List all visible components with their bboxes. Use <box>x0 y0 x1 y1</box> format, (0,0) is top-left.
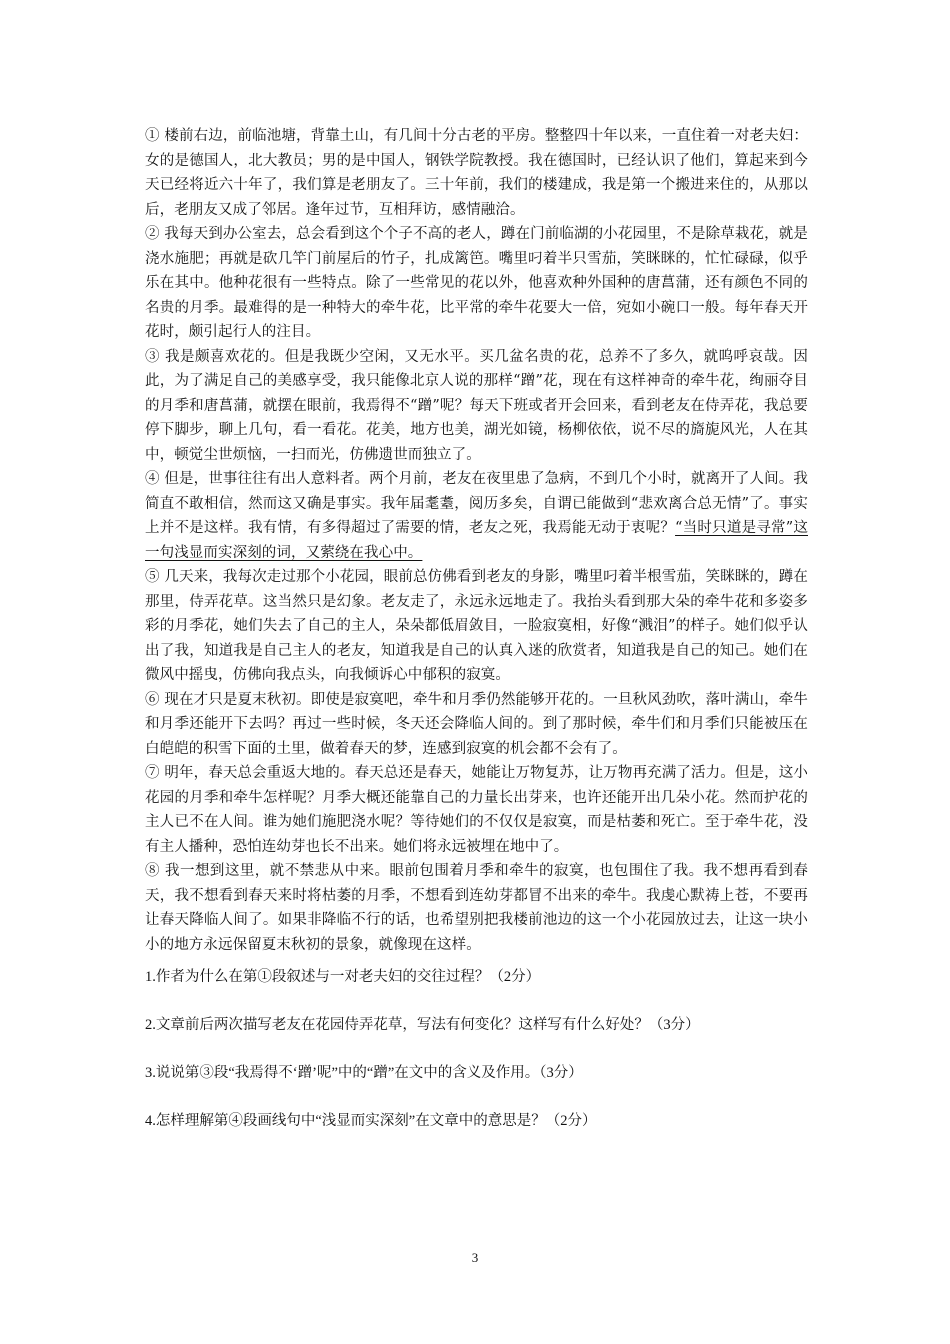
paragraph-7: ⑦ 明年，春天总会重返大地的。春天总还是春天，她能让万物复苏，让万物再充满了活力。但是，这小花园的月季和牵牛怎样呢？月季大概还能靠自己的力量长出芽来，也许还能开出几朵小花。然而护花的主人已不在人间。谁为她们施肥浇水呢？等待她们的不仅仅是寂寞，而是枯萎和死亡。至于牵牛花，没有主人播种，恐怕连幼芽也长不出来。她们将永远被埋在地中了。 <box>145 765 808 855</box>
question-list <box>145 965 808 1157</box>
paragraph-1: ① 楼前右边，前临池塘，背靠土山，有几间十分古老的平房。整整四十年以来，一直住着一对老夫妇：女的是德国人，北大教员；男的是中国人，钢铁学院教授。我在德国时，已经认识了他们，算起来到今天已经将近六十年了，我们算是老朋友了。三十年前，我们的楼建成，我是第一个搬进来住的，从那以后，老朋友又成了邻居。逢年过节，互相拜访，感情融洽。 <box>145 128 808 218</box>
question-2: 2.文章前后两次描写老友在花园侍弄花草，写法有何变化？这样写有什么好处？（3分） <box>145 1017 700 1033</box>
question-3: 3.说说第③段“我焉得不‘蹭’呢”中的“蹭”在文中的含义及作用。（3分） <box>145 1065 583 1081</box>
paragraph-4-text: ④ 但是，世事往往有出人意料者。两个月前，老友在夜里患了急病，不到几个小时，就离开了人间。我简直不敢相信，然而这又确是事实。我年届耄耋，阅历多矣，自谓已能做到“悲欢离合总无情”了。事实上并不是这样。我有情，有多得超过了需要的情，老友之死，我焉能无动于衷呢？ <box>145 471 808 536</box>
paragraph-6: ⑥ 现在才只是夏末秋初。即使是寂寞吧，牵牛和月季仍然能够开花的。一旦秋风劲吹，落叶满山，牵牛和月季还能开下去吗？再过一些时候，冬天还会降临人间的。到了那时候，牵牛们和月季们只能被压在白皑皑的积雪下面的土里，做着春天的梦，连感到寂寞的机会都不会有了。 <box>145 691 808 757</box>
page-number: 3 <box>471 1250 479 1265</box>
underlined-sentence: “当时只道是寻常”这一句浅显而实深刻的词，又萦绕在我心中。 <box>145 520 808 561</box>
paragraph-5: ⑤ 几天来，我每次走过那个小花园，眼前总仿佛看到老友的身影，嘴里叼着半根雪茄，笑眯眯的，蹲在那里，侍弄花草。这当然只是幻象。老友走了，永远永远地走了。我抬头看到那大朵的牵牛花和多姿多彩的月季花，她们失去了自己的主人，朵朵都低眉敛目，一脸寂寞相，好像“溅泪”的样子。她们似乎认出了我，知道我是自己主人的老友，知道我是自己的认真入迷的欣赏者，知道我是自己的知己。她们在微风中摇曳，仿佛向我点头，向我倾诉心中郁积的寂寞。 <box>145 569 808 683</box>
paragraph-2: ② 我每天到办公室去，总会看到这个个子不高的老人，蹲在门前临湖的小花园里，不是除草栽花，就是浇水施肥；再就是砍几竿门前屋后的竹子，扎成篱笆。嘴里叼着半只雪茄，笑眯眯的，忙忙碌碌，似乎乐在其中。他种花很有一些特点。除了一些常见的花以外，他喜欢种外国种的唐菖蒲，还有颜色不同的名贵的月季。最难得的是一种特大的牵牛花，比平常的牵牛花要大一倍，宛如小碗口一般。每年春天开花时，颇引起行人的注目。 <box>145 226 808 340</box>
question-4: 4.怎样理解第④段画线句中“浅显而实深刻”在文章中的意思是？（2分） <box>145 1113 597 1129</box>
paragraph-4 <box>145 467 808 565</box>
document-body <box>145 124 808 1157</box>
paragraph-3: ③ 我是颇喜欢花的。但是我既少空闲，又无水平。买几盆名贵的花，总养不了多久，就呜呼哀哉。因此，为了满足自己的美感享受，我只能像北京人说的那样“蹭”花，现在有这样神奇的牵牛花，绚丽夺目的月季和唐菖蒲，就摆在眼前，我焉得不“蹭”呢？每天下班或者开会回来，看到老友在侍弄花，我总要停下脚步，聊上几句，看一看花。花美，地方也美，湖光如镜，杨柳依依，说不尽的旖旎风光，人在其中，顿觉尘世烦恼，一扫而光，仿佛遗世而独立了。 <box>145 348 808 463</box>
question-1: 1.作者为什么在第①段叙述与一对老夫妇的交往过程？（2分） <box>145 969 541 985</box>
paragraph-8: ⑧ 我一想到这里，就不禁悲从中来。眼前包围着月季和牵牛的寂寞，也包围住了我。我不想再看到春天，我不想看到春天来时将枯萎的月季，不想看到连幼芽都冒不出来的牵牛。我虔心默祷上苍，不要再让春天降临人间了。如果非降临不行的话，也希望别把我楼前池边的这一个小花园放过去，让这一块小小的地方永远保留夏末秋初的景象，就像现在这样。 <box>145 863 808 953</box>
